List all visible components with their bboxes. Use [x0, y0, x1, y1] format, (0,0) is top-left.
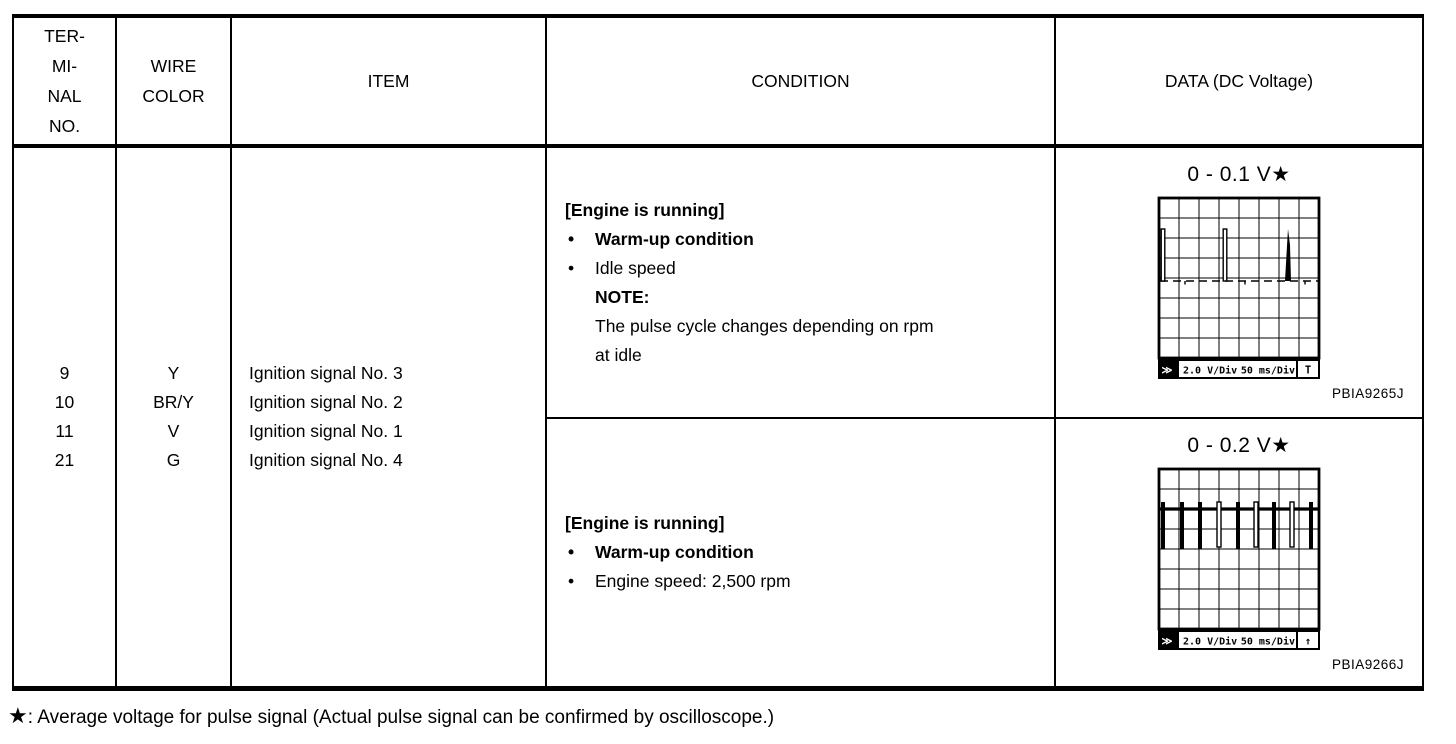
volts-per-div-label: 2.0 V/Div: [1183, 365, 1238, 377]
text-line: TER-: [44, 26, 85, 46]
trigger-indicator: T: [1304, 364, 1312, 377]
voltage-range-label: 0 - 0.2 V★: [1187, 434, 1291, 457]
data-cell-idle: [1054, 148, 1422, 417]
volts-per-div-label: 2.0 V/Div: [1183, 636, 1238, 648]
text-line: DATA (DC Voltage): [1164, 71, 1314, 91]
data-cell-2500rpm: [1054, 417, 1422, 686]
text-line: COLOR: [142, 86, 205, 106]
pulse: [1161, 502, 1165, 549]
pulse: [1180, 502, 1184, 549]
bullet-icon: •: [568, 542, 575, 562]
bullet-text: Idle speed: [595, 257, 676, 278]
pulse: [1290, 502, 1294, 547]
condition-cell-idle: [545, 148, 1054, 417]
star-icon: ★: [8, 703, 28, 728]
text-line: Ignition signal No. 2: [249, 392, 403, 412]
channel-indicator-icon: ≫: [1161, 635, 1173, 648]
terminal-spec-table: [12, 14, 1424, 691]
text-line: MI-: [51, 56, 78, 76]
condition-heading: [Engine is running]: [565, 513, 725, 533]
condition-note-line: NOTE:: [595, 286, 650, 307]
text-line: WIRE: [150, 56, 197, 76]
condition-bullet-line: [565, 225, 1046, 254]
wire-colors-cell: [115, 148, 230, 686]
channel-indicator-icon: ≫: [1161, 364, 1173, 377]
pulse: [1272, 502, 1276, 549]
header-data: [1054, 18, 1422, 148]
text-line: Ignition signal No. 1: [249, 421, 403, 441]
condition-bullet-line: [565, 254, 1046, 283]
text-line: NAL: [47, 86, 82, 106]
time-per-div-label: 50 ms/Div: [1240, 636, 1295, 648]
text-line: BR/Y: [153, 392, 194, 412]
text-line: 9: [59, 363, 70, 383]
bullet-text: Engine speed: 2,500 rpm: [595, 571, 791, 591]
header-terminal-no: [14, 18, 115, 148]
pulse: [1254, 502, 1258, 547]
condition-bullet-line: [565, 567, 1046, 596]
bullet-icon: •: [568, 228, 575, 249]
text-line: 11: [55, 421, 74, 441]
bullet-text: Warm-up condition: [595, 228, 754, 249]
header-condition: [545, 18, 1054, 148]
bullet-icon: •: [568, 571, 575, 591]
text-line: Ignition signal No. 3: [249, 363, 403, 383]
terminal-numbers-cell: [14, 148, 115, 686]
figure-id-label: PBIA9266J: [1331, 657, 1404, 672]
condition-bullet-line: [565, 538, 1046, 567]
bullet-icon: •: [568, 257, 575, 278]
condition-heading: [Engine is running]: [565, 199, 725, 220]
bullet-text: Warm-up condition: [595, 542, 754, 562]
header-wire-color: [115, 18, 230, 148]
condition-note-line: The pulse cycle changes depending on rpm: [595, 315, 934, 336]
condition-note-line: at idle: [595, 344, 642, 365]
pulse: [1223, 229, 1227, 281]
footnote-text: : Average voltage for pulse signal (Actual pulse signal can be confirmed by oscilloscope.): [27, 707, 775, 728]
time-per-div-label: 50 ms/Div: [1240, 365, 1295, 377]
text-line: Ignition signal No. 4: [249, 450, 403, 470]
trigger-indicator: ↑: [1304, 635, 1312, 648]
text-line: Y: [167, 363, 180, 383]
voltage-range-label: 0 - 0.1 V★: [1187, 163, 1291, 186]
text-line: ITEM: [367, 71, 410, 91]
oscilloscope-screen-idle: [1156, 195, 1322, 381]
pulse: [1217, 502, 1221, 547]
text-line: CONDITION: [751, 71, 850, 91]
condition-cell-2500rpm: [545, 417, 1054, 686]
pulse: [1309, 502, 1313, 549]
pulse: [1198, 502, 1202, 549]
pulse: [1161, 229, 1165, 281]
header-item: [230, 18, 545, 148]
items-cell: [230, 148, 545, 686]
text-line: 21: [54, 450, 75, 470]
text-line: G: [166, 450, 181, 470]
oscilloscope-screen-2500rpm: [1156, 466, 1322, 652]
figure-id-label: PBIA9265J: [1331, 386, 1404, 401]
pulse: [1236, 502, 1240, 549]
text-line: NO.: [48, 116, 81, 136]
star-footnote: [8, 701, 774, 733]
text-line: V: [167, 421, 180, 441]
text-line: 10: [54, 392, 75, 412]
